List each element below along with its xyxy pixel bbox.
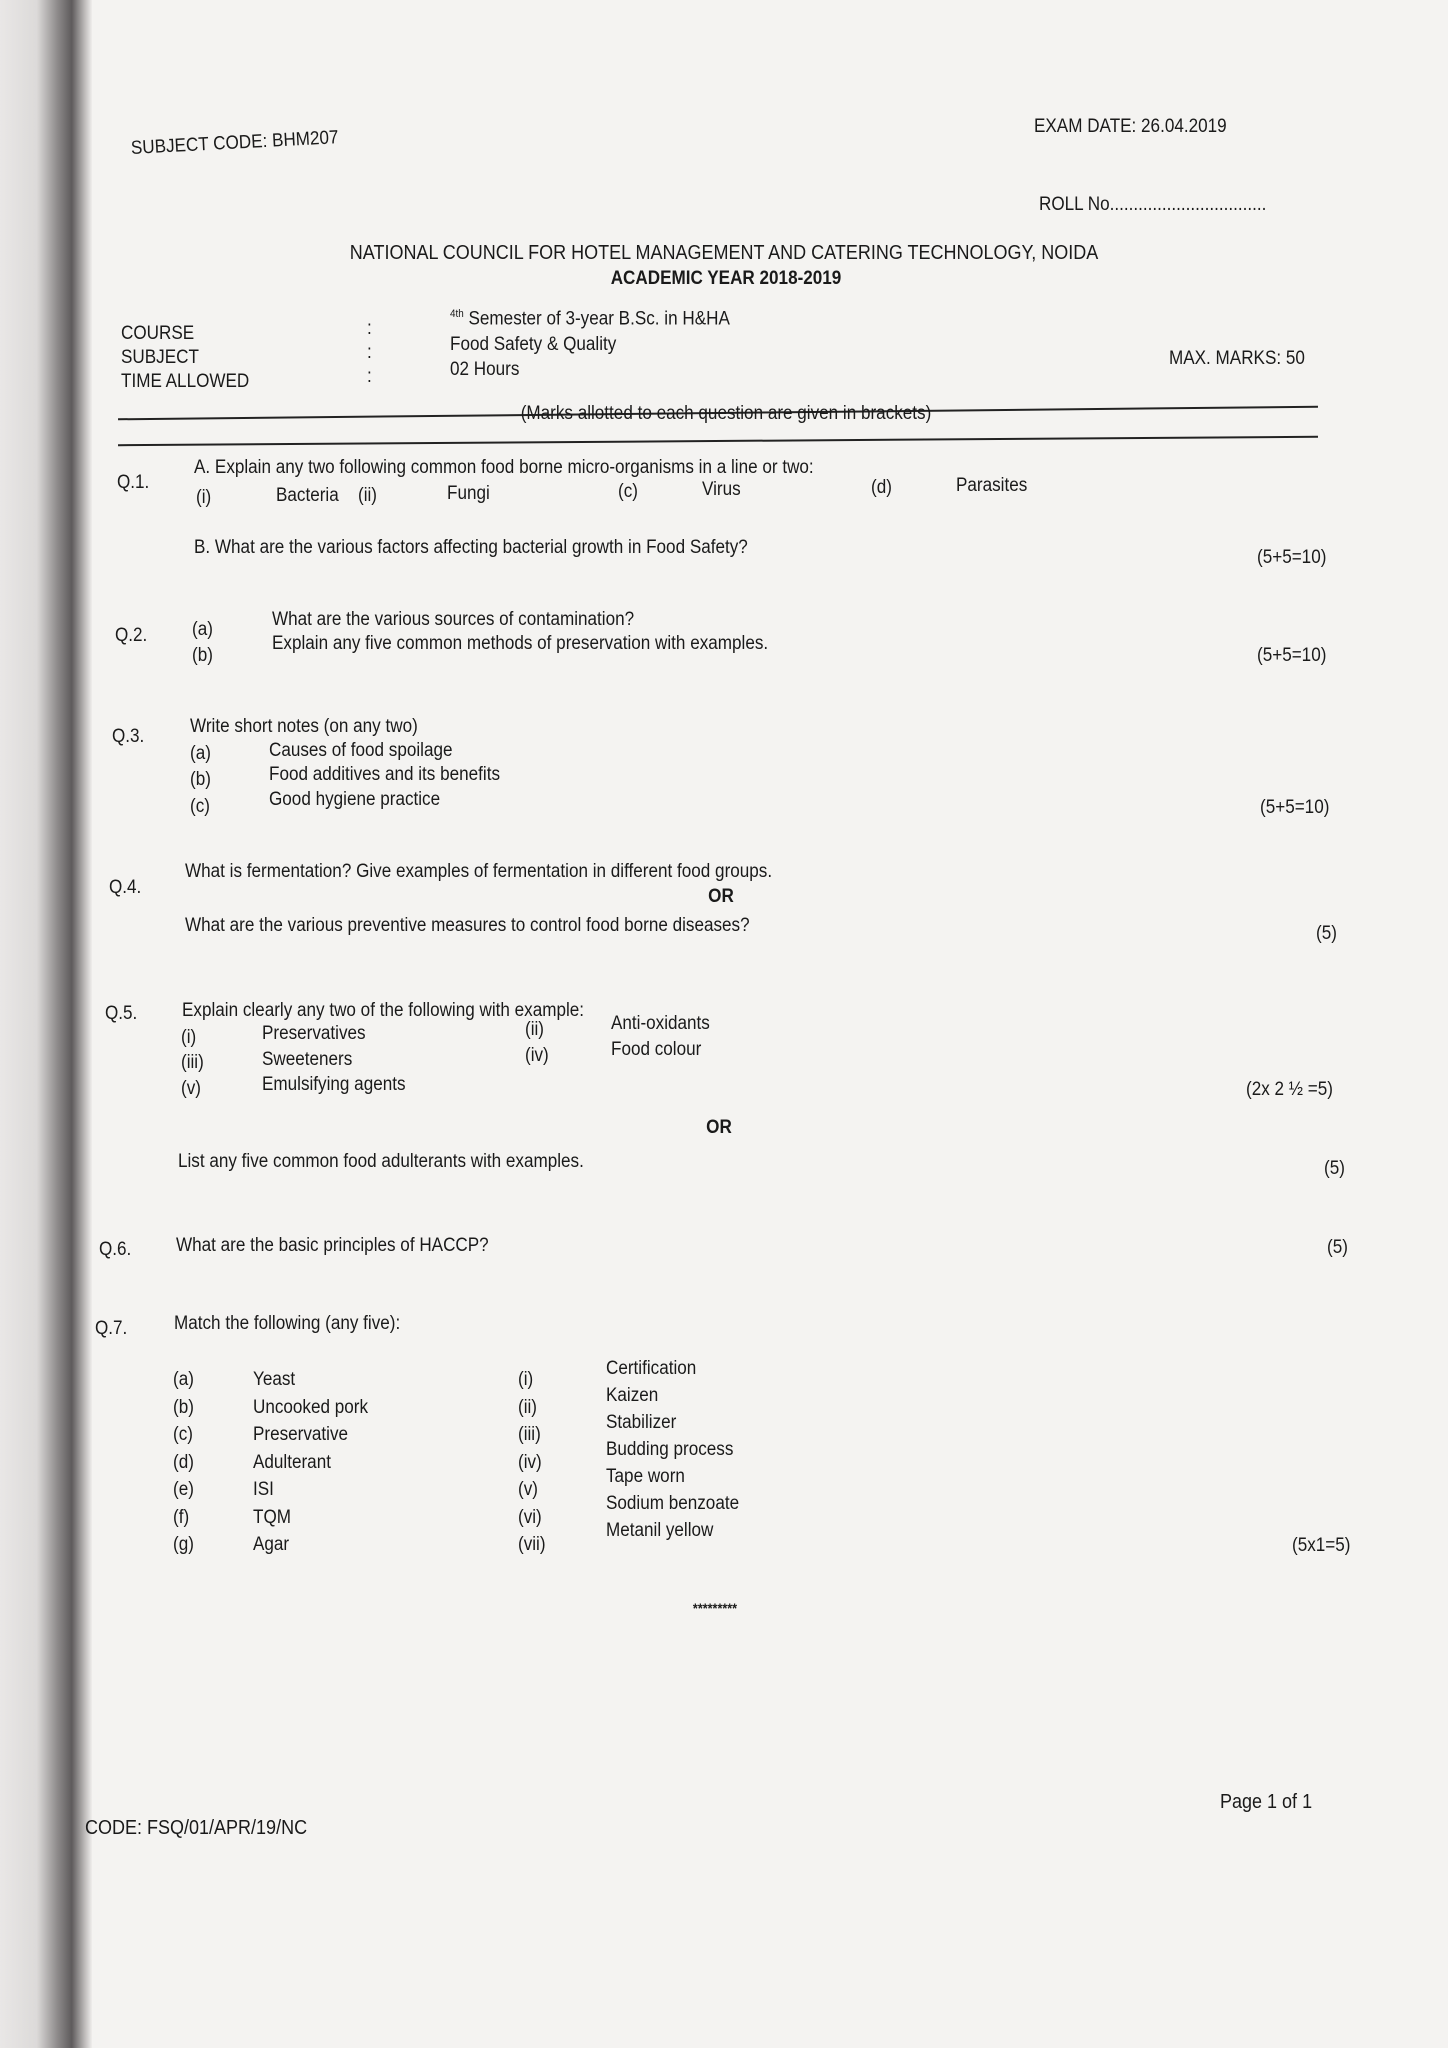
exam-date: EXAM DATE: 26.04.2019 [1034, 116, 1227, 137]
q1-opt: (i) [196, 487, 212, 508]
academic-year: ACADEMIC YEAR 2018-2019 [610, 268, 842, 289]
q5-intro: Explain clearly any two of the following with example: [182, 1000, 585, 1021]
q4-marks: (5) [1316, 923, 1337, 944]
q1-opt: Parasites [956, 475, 1028, 496]
q7-left-label: (d) [173, 1451, 194, 1473]
end-stars: ********* [692, 1600, 738, 1616]
q1-opt: Bacteria [276, 485, 339, 506]
q7-left-item: Yeast [253, 1369, 296, 1390]
q5-or: OR [706, 1117, 732, 1138]
q7-left-item: Preservative [253, 1424, 349, 1445]
q7-right-item: Stabilizer [606, 1412, 677, 1433]
q5-item: Anti-oxidants [611, 1013, 710, 1034]
q5-marks: (2x 2 ½ =5) [1246, 1079, 1333, 1100]
q6-marks: (5) [1327, 1237, 1348, 1258]
colon: : [367, 366, 372, 387]
q6-text: What are the basic principles of HACCP? [176, 1235, 489, 1256]
time-value: 02 Hours [450, 359, 520, 380]
divider [118, 436, 1318, 446]
q5-item: Sweeteners [262, 1049, 353, 1070]
q3-intro: Write short notes (on any two) [190, 716, 418, 737]
q7-right-item: Metanil yellow [606, 1520, 714, 1541]
q3-item: Good hygiene practice [269, 789, 441, 810]
q7-right-item: Sodium benzoate [606, 1493, 740, 1514]
q7-left-item: ISI [253, 1479, 274, 1500]
page-number: Page 1 of 1 [1220, 1791, 1313, 1813]
subject-code: SUBJECT CODE: BHM207 [130, 127, 340, 159]
q1-opt: Fungi [447, 483, 490, 504]
q4-alt-text: What are the various preventive measures to control food borne diseases? [185, 915, 750, 936]
q7-right-item: Budding process [606, 1439, 734, 1460]
q2-marks: (5+5=10) [1257, 645, 1327, 666]
q7-right-label: (iii) [518, 1424, 541, 1445]
q1-opt: (ii) [358, 485, 377, 506]
q2-item: What are the various sources of contamination? [272, 609, 635, 630]
q7-right-item: Tape worn [606, 1466, 685, 1487]
q2-number: Q.2. [115, 625, 148, 646]
q4-text: What is fermentation? Give examples of fermentation in different food groups. [185, 861, 773, 882]
q5-item-label: (iv) [525, 1045, 549, 1066]
q3-number: Q.3. [112, 726, 145, 747]
q4-or: OR [708, 886, 734, 907]
q7-right-label: (ii) [518, 1396, 537, 1418]
q7-right-label: (iv) [518, 1451, 542, 1473]
page-edge-shadow [0, 0, 92, 2048]
subject-value: Food Safety & Quality [450, 334, 617, 355]
q4-number: Q.4. [109, 877, 142, 898]
q2-item-label: (b) [192, 645, 213, 666]
q1-opt: Virus [702, 479, 741, 500]
q5-item: Food colour [611, 1039, 702, 1060]
q7-number: Q.7. [95, 1318, 128, 1339]
marks-note: (Marks allotted to each question are given in brackets) [520, 403, 932, 424]
q7-right-item: Kaizen [606, 1385, 659, 1406]
q2-item: Explain any five common methods of preservation with examples. [272, 633, 769, 654]
q7-left-item: Uncooked pork [253, 1396, 369, 1418]
q5-item-label: (v) [181, 1078, 201, 1099]
q7-right-label: (v) [518, 1479, 538, 1500]
max-marks: MAX. MARKS: 50 [1169, 348, 1305, 369]
q7-right-label: (vi) [518, 1506, 542, 1528]
q1-part-b: B. What are the various factors affecting bacterial growth in Food Safety? [194, 537, 748, 558]
course-sup: 4th [450, 308, 464, 320]
q7-left-label: (b) [173, 1396, 194, 1418]
q1-opt: (d) [871, 477, 892, 498]
q7-right-label: (vii) [518, 1534, 546, 1555]
q7-right-item: Certification [606, 1358, 697, 1379]
q1-opt: (c) [618, 481, 638, 502]
course-text: Semester of 3-year B.Sc. in H&HA [463, 308, 730, 330]
q5-item-label: (i) [181, 1027, 197, 1048]
q7-left-label: (g) [173, 1534, 194, 1555]
q3-item-label: (c) [190, 796, 210, 817]
q1-part-a: A. Explain any two following common food borne micro-organisms in a line or two: [194, 457, 814, 478]
colon: : [367, 318, 372, 339]
q5-item: Emulsifying agents [262, 1074, 406, 1095]
q5-number: Q.5. [105, 1003, 138, 1024]
roll-no: ROLL No................................. [1039, 194, 1267, 215]
q3-item-label: (a) [190, 743, 211, 764]
q3-marks: (5+5=10) [1260, 797, 1330, 818]
time-label: TIME ALLOWED [121, 371, 250, 392]
q7-left-label: (c) [173, 1424, 193, 1445]
q7-left-label: (e) [173, 1479, 194, 1500]
colon: : [367, 342, 372, 363]
q6-number: Q.6. [99, 1239, 132, 1260]
q7-left-item: Adulterant [253, 1451, 331, 1473]
q7-left-item: TQM [253, 1506, 291, 1528]
q5-alt-text: List any five common food adulterants with examples. [178, 1151, 584, 1172]
q7-intro: Match the following (any five): [174, 1313, 401, 1334]
q1-number: Q.1. [117, 472, 150, 493]
course-value [450, 308, 730, 330]
q7-left-label: (f) [173, 1506, 190, 1528]
q5-alt-marks: (5) [1324, 1158, 1345, 1179]
institute-name: NATIONAL COUNCIL FOR HOTEL MANAGEMENT AND CATERING TECHNOLOGY, NOIDA [349, 242, 1099, 264]
q7-left-item: Agar [253, 1534, 290, 1555]
subject-label: SUBJECT [121, 347, 199, 368]
course-label: COURSE [121, 323, 195, 344]
q3-item: Food additives and its benefits [269, 764, 501, 785]
q5-item: Preservatives [262, 1023, 366, 1044]
q7-right-label: (i) [518, 1369, 534, 1390]
q3-item: Causes of food spoilage [269, 740, 453, 761]
q5-item-label: (ii) [525, 1019, 544, 1040]
q1-marks: (5+5=10) [1257, 547, 1327, 568]
q5-item-label: (iii) [181, 1052, 204, 1073]
paper-code: CODE: FSQ/01/APR/19/NC [85, 1817, 308, 1839]
q2-item-label: (a) [192, 619, 213, 640]
q3-item-label: (b) [190, 769, 211, 790]
q7-marks: (5x1=5) [1292, 1535, 1351, 1556]
q7-left-label: (a) [173, 1369, 194, 1390]
